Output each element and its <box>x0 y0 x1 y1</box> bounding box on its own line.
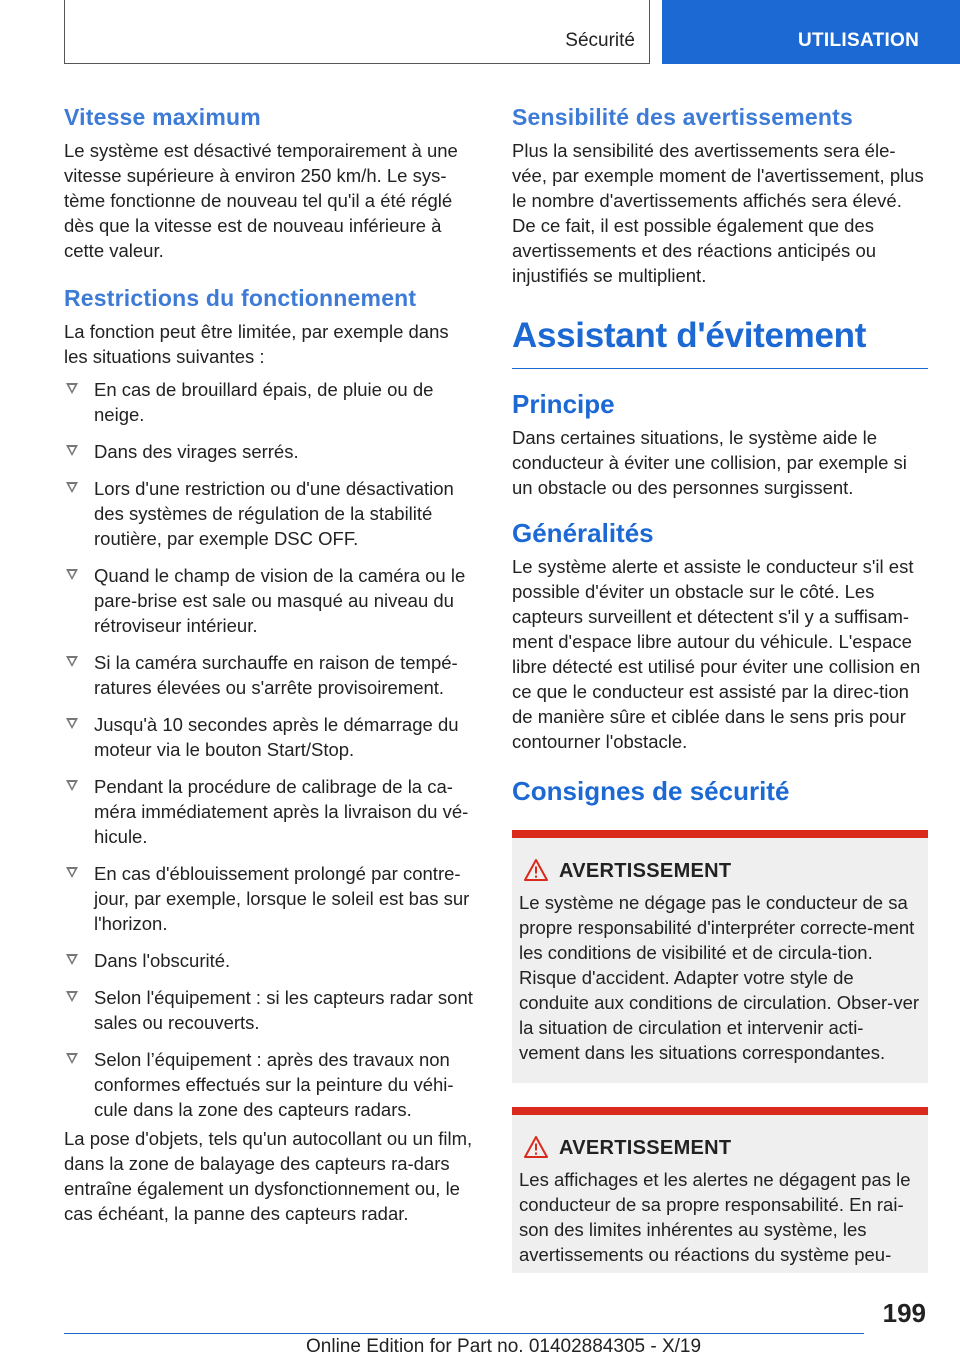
footer-divider <box>64 1333 864 1334</box>
bullet-triangle-icon <box>66 656 78 667</box>
list-item: Dans des virages serrés. <box>64 439 476 464</box>
paragraph-restrictions-intro: La fonction peut être limitée, par exemple dans les situations suivantes : <box>64 321 449 367</box>
header-section-box <box>64 0 650 64</box>
header-chapter-title: UTILISATION <box>798 30 920 51</box>
warning-box <box>512 830 928 1083</box>
bullet-triangle-icon <box>66 780 78 791</box>
restrictions-list <box>64 377 476 1122</box>
list-item: Jusqu'à 10 secondes après le démarrage du moteur via le bouton Start/Stop. <box>64 712 476 762</box>
heading-vitesse-maximum: Vitesse maximum <box>64 104 261 130</box>
warning-text: Les affichages et les alertes ne dégagent pas le conducteur de sa propre responsabilité. En rai-son des limites inhérentes au système, les avertissements ou réactions du système peu- <box>519 1169 911 1265</box>
bullet-triangle-icon <box>66 569 78 580</box>
heading-restrictions: Restrictions du fonctionnement <box>64 285 417 311</box>
warning-title: AVERTISSEMENT <box>559 859 732 882</box>
warning-title: AVERTISSEMENT <box>559 1136 732 1159</box>
list-item: En cas d'éblouissement prolongé par contre-jour, par exemple, lorsque le soleil est bas sur l'horizon. <box>64 861 476 936</box>
list-item: En cas de brouillard épais, de pluie ou de neige. <box>64 377 476 427</box>
bullet-triangle-icon <box>66 991 78 1002</box>
paragraph-vitesse: Le système est désactivé temporairement à une vitesse supérieure à environ 250 km/h. Le sys-tème fonctionne de nouveau tel qu'il a été réglé dès que la vitesse est de nouveau inférieure à cette valeur. <box>64 140 458 261</box>
warning-header <box>519 1135 921 1161</box>
paragraph-principe: Dans certaines situations, le système aide le conducteur à éviter une collision, par exemple si un obstacle ou des personnes surgissent. <box>512 427 907 498</box>
bullet-triangle-icon <box>66 445 78 456</box>
header-chapter-tab <box>662 0 960 64</box>
heading-generalites: Généralités <box>512 518 654 548</box>
bullet-triangle-icon <box>66 1053 78 1064</box>
heading-sensibilite: Sensibilité des avertissements <box>512 104 853 130</box>
warning-triangle-icon <box>519 1135 559 1161</box>
page-number: 199 <box>882 1298 926 1328</box>
paragraph-sensibilite: Plus la sensibilité des avertissements sera éle-vée, par exemple moment de l'avertissement, plus le nombre d'avertissements affichés sera élevé. De ce fait, il est possible également que des avertissements et des réactions anticipés ou injustifiés se multiplient. <box>512 140 924 286</box>
paragraph-restrictions-outro: La pose d'objets, tels qu'un autocollant ou un film, dans la zone de balayage des capteurs ra-dars entraîne également un dysfonctionnement ou, le cas échéant, la panne des capteurs radar. <box>64 1128 473 1224</box>
bullet-triangle-icon <box>66 383 78 394</box>
left-column <box>64 100 476 1226</box>
list-item: Lors d'une restriction ou d'une désactivation des systèmes de régulation de la stabilité routière, par exemple DSC OFF. <box>64 476 476 551</box>
warning-header <box>519 858 921 884</box>
bullet-triangle-icon <box>66 867 78 878</box>
list-item: Quand le champ de vision de la caméra ou le pare-brise est sale ou masqué au niveau du rétroviseur intérieur. <box>64 563 476 638</box>
heading-principe: Principe <box>512 389 615 419</box>
heading-assistant-evitement: Assistant d'évitement <box>512 314 928 369</box>
list-item: Dans l'obscurité. <box>64 948 476 973</box>
warning-text: Le système ne dégage pas le conducteur de sa propre responsabilité d'interpréter correcte-ment les conditions de visibilité et de circula-tion. Risque d'accident. Adapter votre style de conduite aux conditions de circulation. Obser-ver la situation de circulation et intervenir acti-vement dans les situations correspondantes. <box>519 892 920 1063</box>
list-item: Si la caméra surchauffe en raison de tempé-ratures élevées ou s'arrête provisoirement. <box>64 650 476 700</box>
heading-consignes-securite: Consignes de sécurité <box>512 776 790 806</box>
paragraph-generalites: Le système alerte et assiste le conducteur s'il est possible d'éviter un obstacle sur le côté. Les capteurs surveillent et détectent s'il y a suffisam-ment d'espace libre autour du véhicule. L'espace libre détecté est utilisé pour éviter une collision en ce que le conducteur est assisté par la direc-tion de manière sûre et ciblée dans le sens pris pour contourner l'obstacle. <box>512 556 921 752</box>
bullet-triangle-icon <box>66 718 78 729</box>
bullet-triangle-icon <box>66 954 78 965</box>
right-column <box>512 100 928 1273</box>
footer-edition: Online Edition for Part no. 01402884305 - X/19 <box>306 1336 702 1357</box>
list-item: Selon l'équipement : si les capteurs radar sont sales ou recouverts. <box>64 985 476 1035</box>
list-item: Pendant la procédure de calibrage de la ca-méra immédiatement après la livraison du vé-hicule. <box>64 774 476 849</box>
list-item: Selon l’équipement : après des travaux non conformes effectués sur la peinture du véhi-cule dans la zone des capteurs radars. <box>64 1047 476 1122</box>
warning-box <box>512 1107 928 1273</box>
warning-triangle-icon <box>519 858 559 884</box>
bullet-triangle-icon <box>66 482 78 493</box>
header-section-title: Sécurité <box>565 30 635 51</box>
